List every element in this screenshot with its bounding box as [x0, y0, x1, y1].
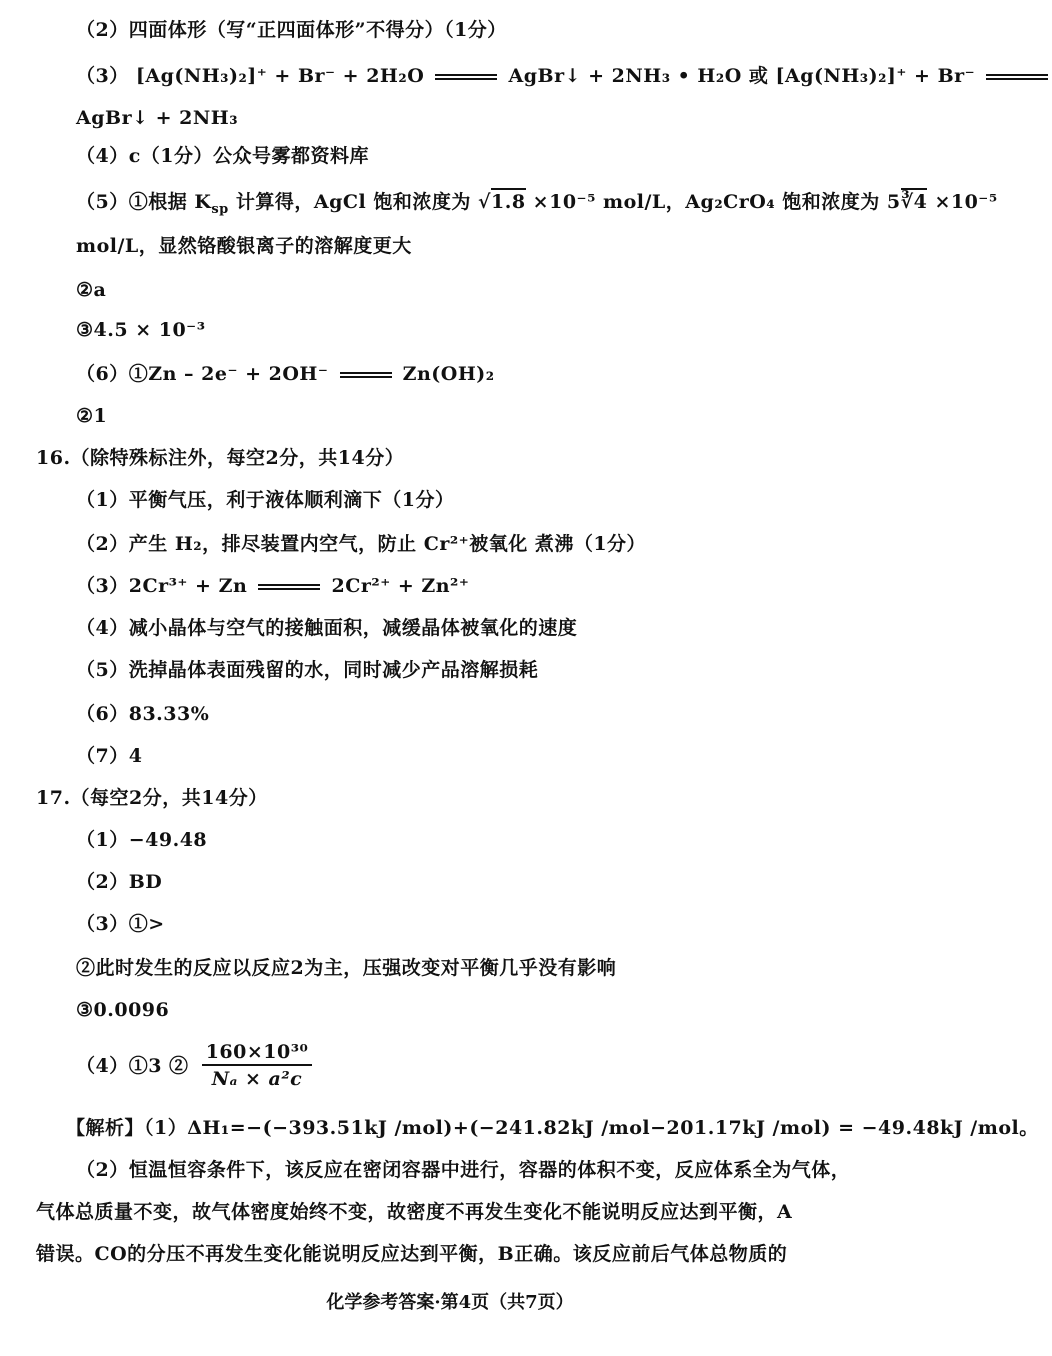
q15-part5-text: ×10⁻⁵	[927, 191, 998, 213]
q15-part5-line1: （5）①根据 $K_{sp}$ 计算得，AgCl 饱和浓度为 √1.8 ×10⁻⁵ mol/L，Ag₂CrO₄ 饱和浓度为 5∛4 ×10⁻⁵	[76, 190, 998, 222]
equals-sign-icon	[258, 582, 320, 592]
fraction-numerator: 160×10³⁰	[202, 1040, 313, 1066]
q17-part3: （3）①>	[76, 913, 165, 935]
page-footer: 化学参考答案·第4页（共7页）	[326, 1292, 574, 1313]
q16-part3-reactants: （3）2Cr³⁺ + Zn	[76, 575, 248, 597]
q16-part6: （6）83.33%	[76, 703, 210, 725]
sqrt-value: 1.8	[491, 188, 526, 213]
q16-part2: （2）产生 H₂，排尽装置内空气，防止 Cr²⁺被氧化 煮沸（1分）	[76, 533, 647, 555]
q15-part3-products: AgBr↓ + 2NH₃ • H₂O 或 [Ag(NH₃)₂]⁺ + Br⁻	[508, 65, 976, 87]
q15-part3-equation	[76, 64, 1052, 88]
q17-heading: 17.（每空2分，共14分）	[36, 787, 268, 809]
equals-sign-icon	[986, 72, 1048, 82]
q15-part5-text: （5）①根据 K	[76, 191, 212, 213]
fraction-denominator: Nₐ × a²c	[211, 1068, 303, 1090]
ksp-subscript: sp	[211, 201, 229, 217]
q17-part4	[76, 1040, 312, 1092]
q15-part4: （4）c（1分）公众号雾都资料库	[76, 145, 370, 167]
q16-part3-products: 2Cr²⁺ + Zn²⁺	[331, 575, 470, 597]
fraction	[202, 1040, 313, 1092]
q17-part3-sub3: ③0.0096	[76, 999, 170, 1021]
q17-analysis-line1: 【解析】（1）ΔH₁=−(−393.51kJ /mol)+(−241.82kJ /mol−201.17kJ /mol) = −49.48kJ /mol。	[66, 1117, 1039, 1139]
q15-part6-products: Zn(OH)₂	[402, 363, 495, 385]
q15-part6-equation	[76, 362, 495, 386]
q17-part4-text: （4）①3 ②	[76, 1055, 189, 1077]
q17-part3-sub2: ②此时发生的反应以反应2为主，压强改变对平衡几乎没有影响	[76, 957, 617, 979]
q15-part2: （2）四面体形（写“正四面体形”不得分）（1分）	[76, 19, 507, 41]
q15-part5-sub2: ②a	[76, 279, 107, 301]
q15-part5-text: ×10⁻⁵ mol/L，Ag₂CrO₄ 饱和浓度为 5	[525, 191, 901, 213]
q15-part5-sub3: ③4.5 × 10⁻³	[76, 319, 206, 341]
q16-heading: 16.（除特殊标注外，每空2分，共14分）	[36, 447, 405, 469]
equals-sign-icon	[340, 370, 392, 380]
q16-part3-equation	[76, 574, 469, 598]
q15-part3-continued: AgBr↓ + 2NH₃	[76, 107, 239, 129]
q15-part5-text: 计算得，AgCl 饱和浓度为	[228, 191, 478, 213]
cube-root-value: ∛4	[901, 188, 928, 213]
q15-part6-reactants: （6）①Zn – 2e⁻ + 2OH⁻	[76, 363, 329, 385]
q17-part1: （1）−49.48	[76, 829, 208, 851]
q17-analysis-line4: 错误。CO的分压不再发生变化能说明反应达到平衡，B正确。该反应前后气体总物质的	[36, 1243, 788, 1265]
q15-part3-reactants: （3） [Ag(NH₃)₂]⁺ + Br⁻ + 2H₂O	[76, 65, 425, 87]
q15-part6-sub2: ②1	[76, 405, 108, 427]
equals-sign-icon	[435, 72, 497, 82]
q15-part5-line2: mol/L，显然铬酸银离子的溶解度更大	[76, 235, 412, 257]
q16-part4: （4）减小晶体与空气的接触面积，减缓晶体被氧化的速度	[76, 617, 578, 639]
q16-part7: （7）4	[76, 745, 143, 767]
q17-analysis-line2: （2）恒温恒容条件下，该反应在密闭容器中进行，容器的体积不变，反应体系全为气体，	[76, 1159, 851, 1181]
q16-part1: （1）平衡气压，利于液体顺利滴下（1分）	[76, 489, 455, 511]
q17-part2: （2）BD	[76, 871, 163, 893]
q16-part5: （5）洗掉晶体表面残留的水，同时减少产品溶解损耗	[76, 659, 539, 681]
q17-analysis-line3: 气体总质量不变，故气体密度始终不变，故密度不再发生变化不能说明反应达到平衡，A	[36, 1201, 793, 1223]
